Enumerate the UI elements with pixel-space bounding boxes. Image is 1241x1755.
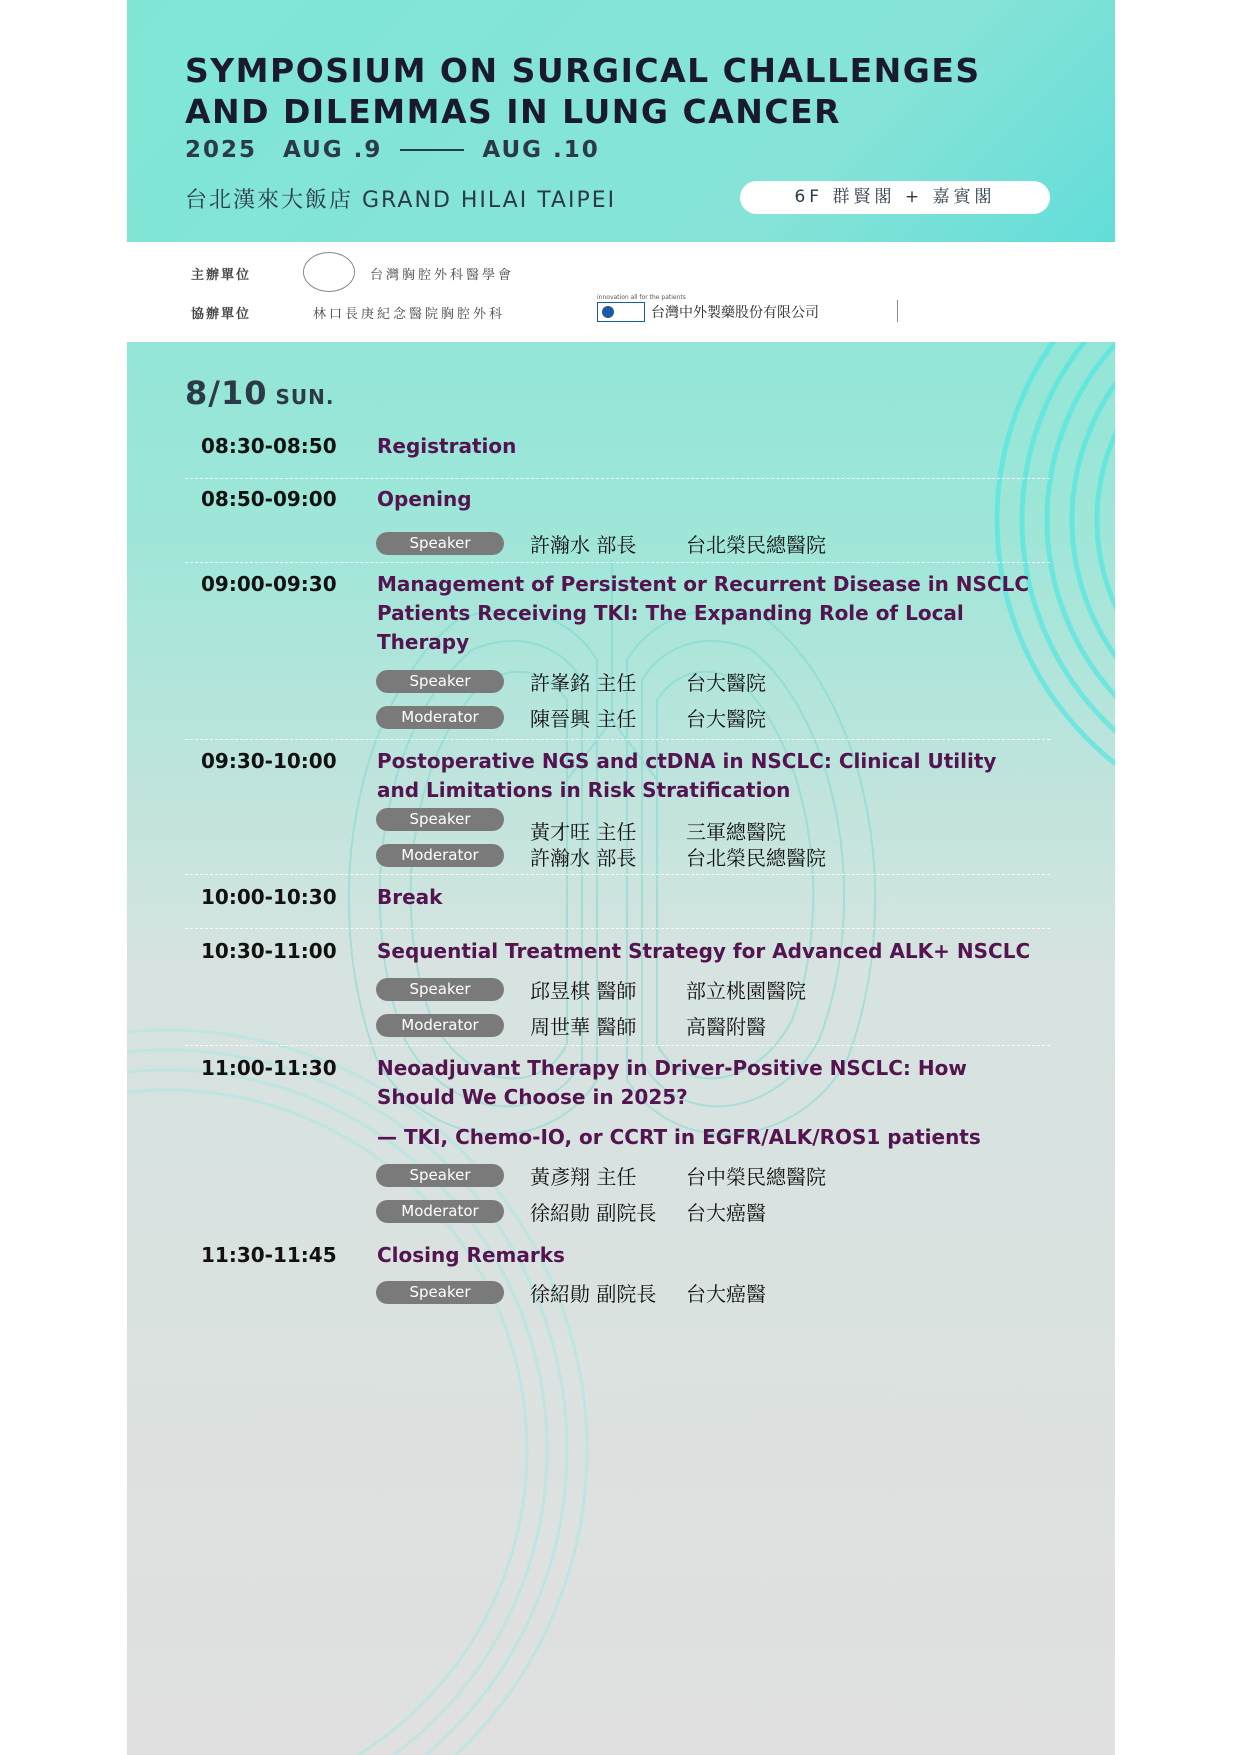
session-title: Opening bbox=[377, 487, 472, 511]
title-line: Management of Persistent or Recurrent Disease in NSCLC bbox=[377, 572, 1030, 596]
symposium-title bbox=[185, 50, 981, 132]
session-title: Sequential Treatment Strategy for Advanced ALK+ NSCLC bbox=[377, 939, 1031, 963]
institution: 台大醫院 bbox=[686, 671, 766, 695]
session-divider bbox=[185, 739, 1050, 740]
role-badge-speaker: Speaker bbox=[376, 532, 504, 555]
session-divider bbox=[185, 562, 1050, 563]
title-line: Postoperative NGS and ctDNA in NSCLC: Clinical Utility bbox=[377, 749, 997, 773]
session-title bbox=[377, 570, 1037, 657]
person-name: 許瀚水 部長 bbox=[530, 846, 637, 870]
person-name: 周世華 醫師 bbox=[530, 1015, 637, 1039]
day-date: 8/10 bbox=[185, 374, 268, 412]
person-name: 徐紹勛 副院長 bbox=[530, 1201, 657, 1225]
person-name: 陳晉興 主任 bbox=[530, 707, 637, 731]
institution: 台北榮民總醫院 bbox=[686, 846, 826, 870]
person-name: 邱昱棋 醫師 bbox=[530, 979, 637, 1003]
divider-bar bbox=[897, 300, 898, 322]
session-time: 10:00-10:30 bbox=[201, 885, 337, 909]
role-badge-speaker: Speaker bbox=[376, 978, 504, 1001]
session-divider bbox=[185, 1045, 1050, 1046]
title-line: Therapy bbox=[377, 630, 470, 654]
role-badge-moderator: Moderator bbox=[376, 844, 504, 867]
institution: 台大醫院 bbox=[686, 707, 766, 731]
venue: 台北漢來大飯店 GRAND HILAI TAIPEI bbox=[185, 188, 617, 213]
institution: 台大癌醫 bbox=[686, 1201, 766, 1225]
organizer-name: 台灣胸腔外科醫學會 bbox=[370, 268, 515, 283]
event-year: 2025 bbox=[185, 137, 258, 163]
title-line: Patients Receiving TKI: The Expanding Role of Local bbox=[377, 601, 964, 625]
session-time: 09:30-10:00 bbox=[201, 749, 337, 773]
event-dates bbox=[185, 135, 600, 165]
session-divider bbox=[185, 478, 1050, 479]
person-name: 黃彥翔 主任 bbox=[530, 1165, 637, 1189]
role-badge-speaker: Speaker bbox=[376, 808, 504, 831]
institution: 高醫附醫 bbox=[686, 1015, 766, 1039]
role-badge-speaker: Speaker bbox=[376, 1281, 504, 1304]
role-badge-moderator: Moderator bbox=[376, 706, 504, 729]
session-title: Registration bbox=[377, 434, 517, 458]
header-banner bbox=[127, 0, 1115, 242]
program-page bbox=[127, 0, 1115, 1755]
session-divider bbox=[185, 874, 1050, 875]
room-badge: 6F 群賢閣 + 嘉賓閣 bbox=[740, 181, 1050, 214]
company-logo bbox=[597, 302, 645, 322]
session-time: 11:30-11:45 bbox=[201, 1243, 337, 1267]
session-time: 09:00-09:30 bbox=[201, 572, 337, 596]
title-line: Should We Choose in 2025? bbox=[377, 1085, 688, 1109]
role-badge-speaker: Speaker bbox=[376, 1164, 504, 1187]
person-name: 黃才旺 主任 bbox=[530, 820, 637, 844]
title-line: Neoadjuvant Therapy in Driver-Positive NSCLC: How bbox=[377, 1056, 967, 1080]
session-time: 08:50-09:00 bbox=[201, 487, 337, 511]
sponsors-bar bbox=[127, 242, 1115, 342]
co-organizer-1: 林口長庚紀念醫院胸腔外科 bbox=[313, 307, 506, 322]
date-start: AUG .9 bbox=[283, 137, 383, 163]
society-logo bbox=[303, 252, 355, 292]
person-name: 許瀚水 部長 bbox=[530, 533, 637, 557]
co-organizer-2: 台灣中外製藥股份有限公司 bbox=[651, 305, 819, 321]
institution: 台中榮民總醫院 bbox=[686, 1165, 826, 1189]
title-line-2: AND DILEMMAS IN LUNG CANCER bbox=[185, 92, 842, 131]
day-heading bbox=[185, 374, 334, 412]
day-weekday: SUN. bbox=[275, 385, 335, 409]
title-line-1: SYMPOSIUM ON SURGICAL CHALLENGES bbox=[185, 51, 981, 90]
session-subtitle: — TKI, Chemo-IO, or CCRT in EGFR/ALK/ROS1 patients bbox=[377, 1125, 981, 1149]
person-name: 許峯銘 主任 bbox=[530, 671, 637, 695]
institution: 部立桃園醫院 bbox=[686, 979, 806, 1003]
organizer-label: 主辦單位 bbox=[191, 268, 252, 283]
date-end: AUG .10 bbox=[482, 137, 600, 163]
session-divider bbox=[185, 928, 1050, 929]
company-tagline: innovation all for the patients bbox=[597, 294, 686, 301]
date-range-line bbox=[400, 149, 464, 151]
role-badge-speaker: Speaker bbox=[376, 670, 504, 693]
person-name: 徐紹勛 副院長 bbox=[530, 1282, 657, 1306]
institution: 三軍總醫院 bbox=[686, 820, 786, 844]
session-time: 10:30-11:00 bbox=[201, 939, 337, 963]
role-badge-moderator: Moderator bbox=[376, 1014, 504, 1037]
session-title bbox=[377, 1054, 1037, 1112]
institution: 台北榮民總醫院 bbox=[686, 533, 826, 557]
session-time: 08:30-08:50 bbox=[201, 434, 337, 458]
session-title: Break bbox=[377, 885, 443, 909]
session-time: 11:00-11:30 bbox=[201, 1056, 337, 1080]
institution: 台大癌醫 bbox=[686, 1282, 766, 1306]
role-badge-moderator: Moderator bbox=[376, 1200, 504, 1223]
session-title: Closing Remarks bbox=[377, 1243, 565, 1267]
title-line: and Limitations in Risk Stratification bbox=[377, 778, 791, 802]
session-title bbox=[377, 747, 1037, 805]
co-organizer-label: 協辦單位 bbox=[191, 307, 252, 322]
